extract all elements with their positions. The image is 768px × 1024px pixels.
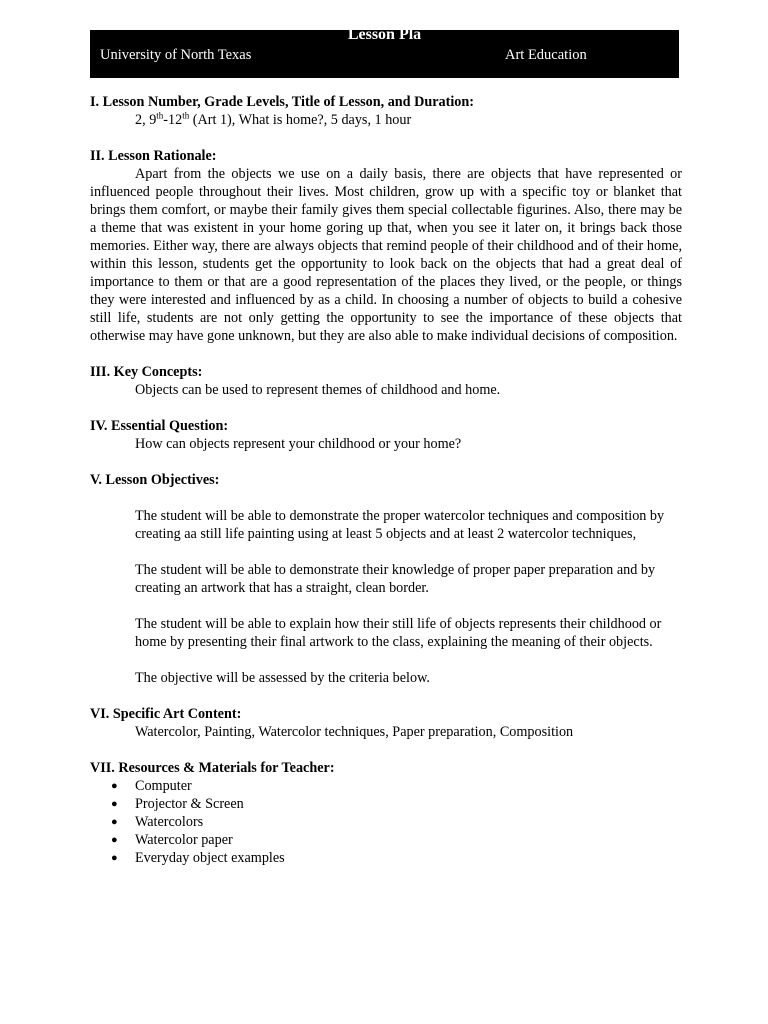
ordinal-suffix: th bbox=[182, 110, 190, 121]
document-body bbox=[90, 93, 682, 885]
lesson-title-duration: (Art 1), What is home?, 5 days, 1 hour bbox=[189, 112, 412, 128]
bullet-icon: ● bbox=[111, 798, 118, 810]
rationale-paragraph: Apart from the objects we use on a daily basis, there are objects that have represented or influenced people throughout their lives. Most children, grow up with a specific toy or blanket that brings them comfort, or maybe their family gives them special collectable figurines. Also, there may be a theme that was existent in your home goring up that, when you see it later on, it brings back those memories. Either way, there are always objects that remind people of their childhood and of their home, within this lesson, students get the opportunity to look back on the objects that had a great deal of importance to them or that are a good representation of the places they lived, or the people, or things they were interested and influenced by as a child. In choosing a number of objects to build a cohesive still life, students are not only getting the opportunity to see the importance of these objects that otherwise may have gone unknown, but they are also able to make individual decisions of composition. bbox=[90, 166, 682, 344]
list-item-label: Watercolors bbox=[135, 814, 204, 830]
objective-item: The objective will be assessed by the criteria below. bbox=[135, 670, 430, 686]
list-item-label: Projector & Screen bbox=[135, 796, 244, 812]
materials-list bbox=[90, 777, 682, 867]
bullet-icon: ● bbox=[111, 816, 118, 828]
bullet-icon: ● bbox=[111, 834, 118, 846]
art-content-text: Watercolor, Painting, Watercolor techniques, Paper preparation, Composition bbox=[135, 724, 574, 740]
objective-item: The student will be able to demonstrate their knowledge of proper paper preparation and by creating an artwork that has a straight, clean border. bbox=[135, 562, 656, 596]
grade-start: 2, 9 bbox=[135, 112, 157, 128]
objective-item: The student will be able to demonstrate the proper watercolor techniques and composition by creating aa still life painting using at least 5 objects and at least 2 watercolor techniques, bbox=[135, 508, 665, 542]
section-rationale bbox=[90, 147, 682, 345]
ordinal-suffix: th bbox=[156, 110, 164, 121]
header-banner bbox=[90, 26, 679, 78]
section-objectives bbox=[90, 471, 682, 687]
section-heading: IV. Essential Question: bbox=[90, 418, 229, 434]
document-title: Lesson Pla bbox=[347, 26, 422, 43]
section-heading: II. Lesson Rationale: bbox=[90, 148, 217, 164]
section-materials bbox=[90, 759, 682, 867]
objective-item: The student will be able to explain how their still life of objects represents their childhood or home by presenting their final artwork to the class, explaining the meaning of their objects. bbox=[135, 616, 662, 650]
section-heading: III. Key Concepts: bbox=[90, 364, 203, 380]
department-name: Art Education bbox=[505, 47, 587, 63]
section-heading: V. Lesson Objectives: bbox=[90, 472, 220, 488]
section-heading: I. Lesson Number, Grade Levels, Title of Lesson, and Duration: bbox=[90, 94, 475, 110]
key-concepts-text: Objects can be used to represent themes of childhood and home. bbox=[135, 382, 501, 398]
list-item bbox=[90, 849, 682, 867]
section-key-concepts bbox=[90, 363, 682, 399]
section-lesson-info bbox=[90, 93, 682, 129]
lesson-info-line bbox=[90, 111, 682, 129]
section-heading: VII. Resources & Materials for Teacher: bbox=[90, 760, 335, 776]
section-heading: VI. Specific Art Content: bbox=[90, 706, 242, 722]
list-item bbox=[90, 777, 682, 795]
list-item bbox=[90, 813, 682, 831]
objectives-list bbox=[90, 507, 682, 687]
list-item bbox=[90, 795, 682, 813]
list-item bbox=[90, 831, 682, 849]
grade-end: -12 bbox=[163, 112, 183, 128]
list-item-label: Everyday object examples bbox=[135, 850, 285, 866]
section-essential-question bbox=[90, 417, 682, 453]
university-name: University of North Texas bbox=[100, 47, 252, 63]
section-art-content bbox=[90, 705, 682, 741]
bullet-icon: ● bbox=[111, 780, 118, 792]
essential-question-text: How can objects represent your childhood or your home? bbox=[135, 436, 462, 452]
bullet-icon: ● bbox=[111, 852, 118, 864]
list-item-label: Watercolor paper bbox=[135, 832, 233, 848]
list-item-label: Computer bbox=[135, 778, 192, 794]
